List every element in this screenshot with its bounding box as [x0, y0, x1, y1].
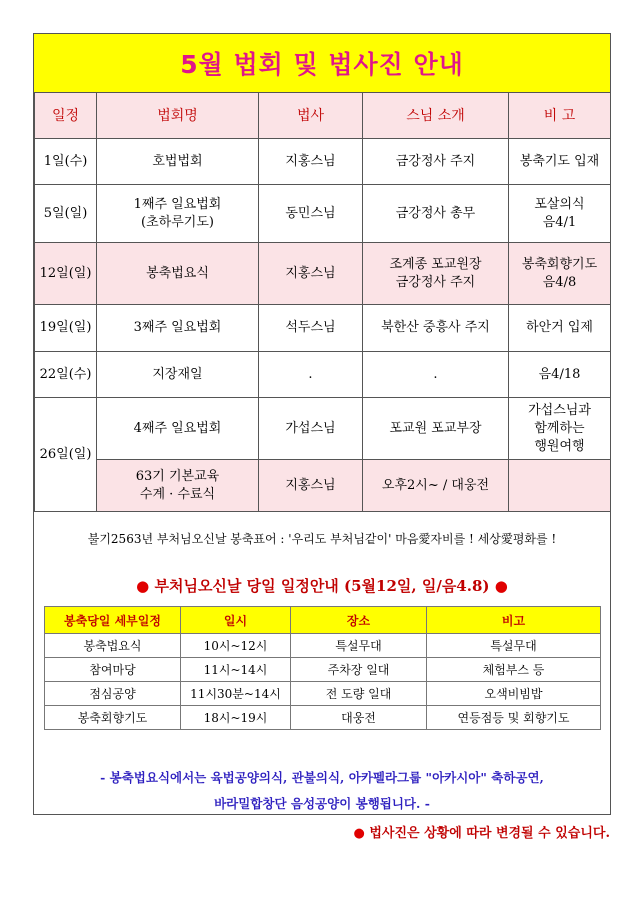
- event-cell: 지장재일: [97, 352, 259, 398]
- table-cell: 참여마당: [45, 658, 181, 682]
- header-cell: 일시: [181, 607, 291, 634]
- intro-cell: 포교원 포교부장: [363, 398, 509, 460]
- intro-cell: 오후2시~ / 대웅전: [363, 460, 509, 512]
- note-cell: [509, 460, 611, 512]
- intro-cell: 북한산 중흥사 주지: [363, 305, 509, 352]
- table-row: [35, 460, 611, 512]
- table-cell: 특설무대: [291, 634, 427, 658]
- header-cell: 비고: [427, 607, 601, 634]
- note-cell: 봉축회향기도 음4/8: [509, 243, 611, 305]
- note-cell: 가섭스님과 함께하는 행원여행: [509, 398, 611, 460]
- header-cell: 장소: [291, 607, 427, 634]
- header-cell: 법사: [259, 93, 363, 139]
- table-row: [35, 243, 611, 305]
- header-cell: 법회명: [97, 93, 259, 139]
- table-cell: 대웅전: [291, 706, 427, 730]
- speaker-cell: 지홍스님: [259, 139, 363, 185]
- notice-line: 바라밀합창단 음성공양이 봉행됩니다. -: [214, 796, 430, 811]
- date-cell: 1일(수): [35, 139, 97, 185]
- header-cell: 스님 소개: [363, 93, 509, 139]
- day-schedule-table: [44, 606, 601, 730]
- table-cell: 봉축회향기도: [45, 706, 181, 730]
- table-cell: 전 도량 일대: [291, 682, 427, 706]
- day-schedule-title-text: 부처님오신날 당일 일정안내 (5월12일, 일/음4.8): [154, 577, 490, 595]
- header-cell: 봉축당일 세부일정: [45, 607, 181, 634]
- event-cell: 1째주 일요법회 (초하루기도): [97, 185, 259, 243]
- table-cell: 오색비빔밥: [427, 682, 601, 706]
- intro-cell: 금강정사 총무: [363, 185, 509, 243]
- table-row: [35, 185, 611, 243]
- table-cell: 18시~19시: [181, 706, 291, 730]
- note-cell: 포살의식 음4/1: [509, 185, 611, 243]
- footnote-text: 법사진은 상황에 따라 변경될 수 있습니다.: [369, 826, 610, 841]
- speaker-cell: .: [259, 352, 363, 398]
- speaker-cell: 동민스님: [259, 185, 363, 243]
- table-row: [35, 305, 611, 352]
- intro-cell: 조계종 포교원장 금강정사 주지: [363, 243, 509, 305]
- notice-text: [34, 765, 610, 817]
- bullet-icon: ●: [353, 826, 365, 841]
- table-cell: 특설무대: [427, 634, 601, 658]
- header-cell: 일정: [35, 93, 97, 139]
- table-row: [35, 352, 611, 398]
- bullet-icon: ●: [494, 577, 508, 595]
- table-cell: 점심공양: [45, 682, 181, 706]
- date-cell: 26일(일): [35, 398, 97, 512]
- header-cell: 비 고: [509, 93, 611, 139]
- table-row: [35, 139, 611, 185]
- day-schedule-header-row: [45, 607, 601, 634]
- table-cell: 봉축법요식: [45, 634, 181, 658]
- notice-line: - 봉축법요식에서는 육법공양의식, 관불의식, 아카펠라그룹 "아카시아" 축하공연,: [100, 770, 544, 785]
- date-cell: 19일(일): [35, 305, 97, 352]
- date-cell: 22일(수): [35, 352, 97, 398]
- day-schedule-title: [34, 575, 610, 596]
- date-cell: 5일(일): [35, 185, 97, 243]
- table-cell: 체험부스 등: [427, 658, 601, 682]
- note-cell: 하안거 입제: [509, 305, 611, 352]
- table-cell: 주차장 일대: [291, 658, 427, 682]
- note-cell: 봉축기도 입재: [509, 139, 611, 185]
- speaker-cell: 지홍스님: [259, 460, 363, 512]
- speaker-cell: 지홍스님: [259, 243, 363, 305]
- speaker-cell: 가섭스님: [259, 398, 363, 460]
- event-cell: 호법법회: [97, 139, 259, 185]
- table-cell: 10시~12시: [181, 634, 291, 658]
- footnote: [353, 822, 610, 841]
- table-row: [45, 658, 601, 682]
- event-cell: 4째주 일요법회: [97, 398, 259, 460]
- table-row: [35, 398, 611, 460]
- intro-cell: .: [363, 352, 509, 398]
- event-cell: 63기 기본교육 수계 · 수료식: [97, 460, 259, 512]
- schedule-table: [34, 92, 611, 512]
- intro-cell: 금강정사 주지: [363, 139, 509, 185]
- table-cell: 11시30분~14시: [181, 682, 291, 706]
- date-cell: 12일(일): [35, 243, 97, 305]
- speaker-cell: 석두스님: [259, 305, 363, 352]
- event-cell: 3째주 일요법회: [97, 305, 259, 352]
- table-cell: 11시~14시: [181, 658, 291, 682]
- page-title: 5월 법회 및 법사진 안내: [34, 34, 610, 93]
- schedule-frame: [33, 33, 611, 815]
- table-cell: 연등점등 및 회향기도: [427, 706, 601, 730]
- note-cell: 음4/18: [509, 352, 611, 398]
- bullet-icon: ●: [136, 577, 150, 595]
- table-row: [45, 682, 601, 706]
- schedule-header-row: [35, 93, 611, 139]
- slogan-text: 불기2563년 부처님오신날 봉축표어 : '우리도 부처님같이' 마음愛자비를 ! 세상愛평화를 !: [87, 532, 557, 546]
- event-cell: 봉축법요식: [97, 243, 259, 305]
- table-row: [45, 634, 601, 658]
- table-row: [45, 706, 601, 730]
